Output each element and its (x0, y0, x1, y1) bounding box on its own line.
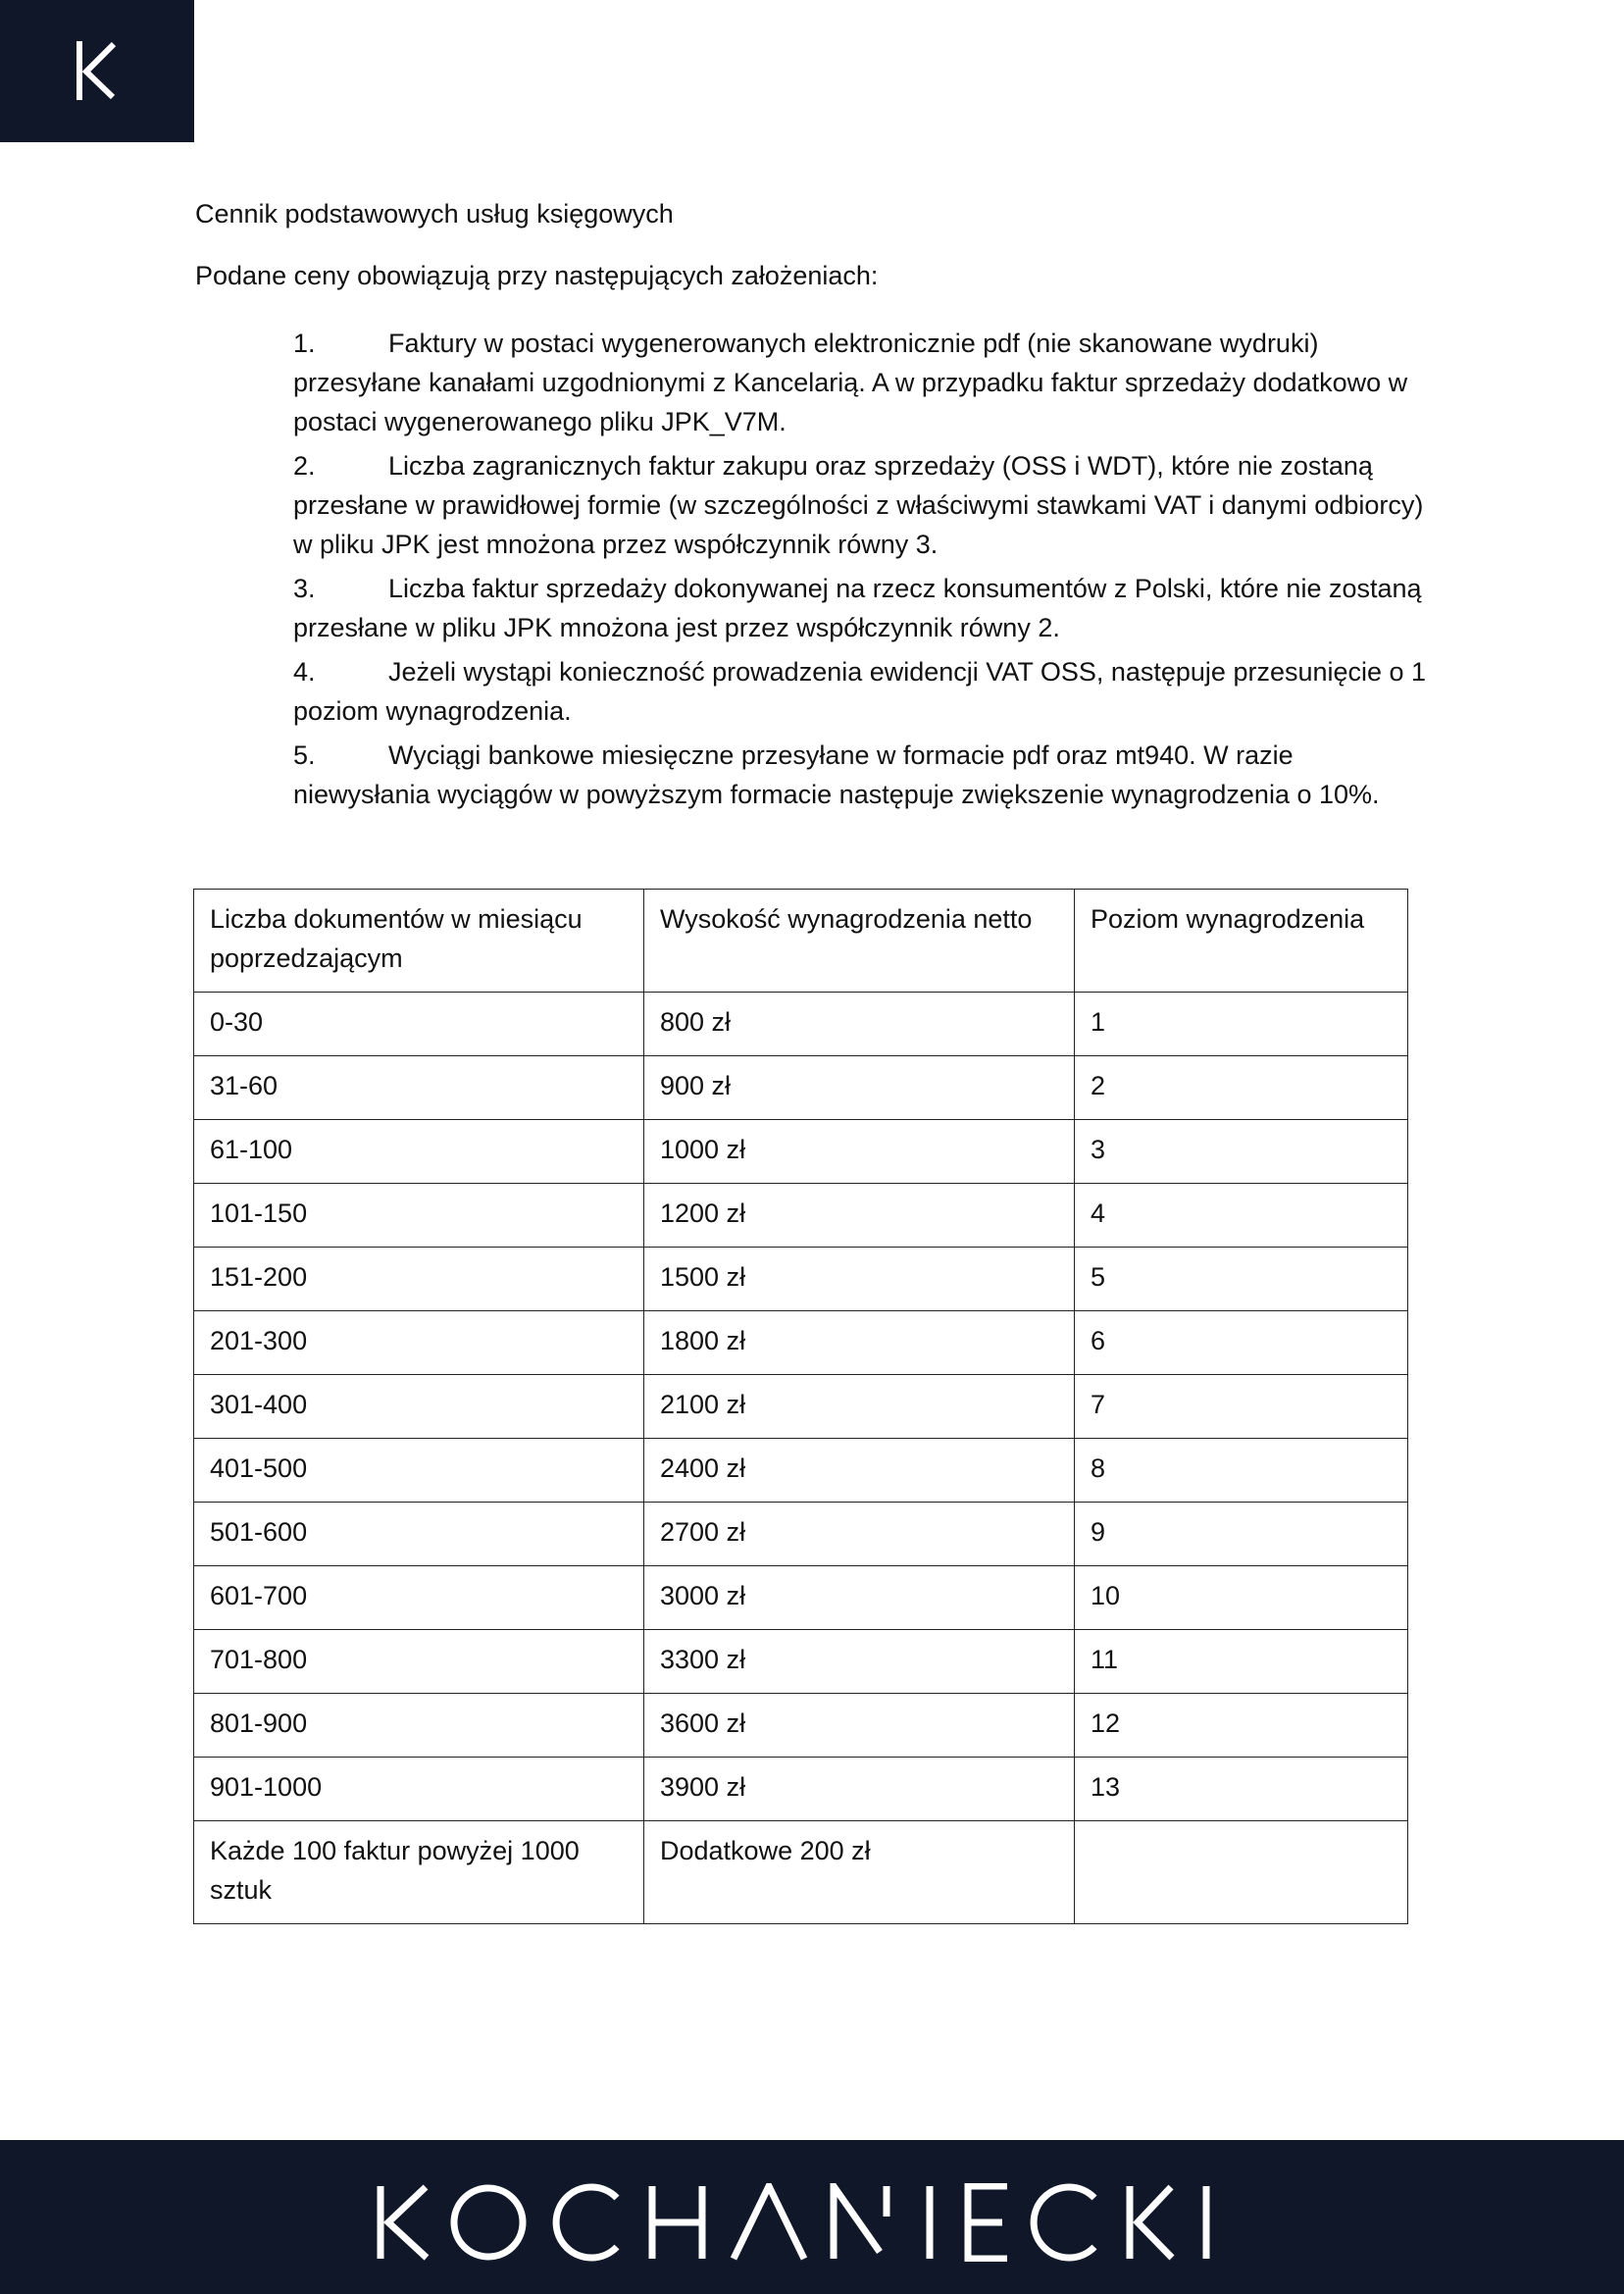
condition-number: 3. (293, 574, 316, 603)
intro-text: Podane ceny obowiązują przy następujących założeniach: (195, 261, 879, 290)
table-cell: 3600 zł (644, 1694, 1075, 1758)
table-cell: 3 (1075, 1120, 1408, 1184)
table-cell: 8 (1075, 1439, 1408, 1503)
condition-number: 4. (293, 657, 316, 687)
conditions-list (293, 324, 1431, 819)
table-cell: 5 (1075, 1248, 1408, 1311)
table-cell: 11 (1075, 1630, 1408, 1694)
footer-brand-name (0, 2140, 1, 2141)
table-row (194, 1821, 1408, 1924)
table-cell: 801-900 (194, 1694, 644, 1758)
table-row (194, 1184, 1408, 1248)
table-cell: 301-400 (194, 1375, 644, 1439)
table-header-cell: Liczba dokumentów w miesiącu poprzedzającym (194, 890, 644, 993)
table-row (194, 1566, 1408, 1630)
condition-item (293, 324, 1431, 441)
table-cell: 101-150 (194, 1184, 644, 1248)
table-cell: Każde 100 faktur powyżej 1000 sztuk (194, 1821, 644, 1924)
condition-item (293, 652, 1431, 731)
header-logo-box (0, 0, 194, 142)
table-row (194, 1694, 1408, 1758)
table-cell: 13 (1075, 1758, 1408, 1821)
document-title: Cennik podstawowych usług księgowych (195, 199, 674, 229)
condition-item (293, 736, 1431, 814)
table-cell: 12 (1075, 1694, 1408, 1758)
table-cell: 2700 zł (644, 1503, 1075, 1566)
condition-text: Liczba faktur sprzedaży dokonywanej na rzecz konsumentów z Polski, które nie zostaną przesłane w pliku JPK mnożona jest przez współczynnik równy 2. (293, 574, 1422, 642)
table-cell: 2400 zł (644, 1439, 1075, 1503)
table-cell: 1000 zł (644, 1120, 1075, 1184)
table-cell: 701-800 (194, 1630, 644, 1694)
table-cell: 501-600 (194, 1503, 644, 1566)
table-cell: 1200 zł (644, 1184, 1075, 1248)
condition-number: 2. (293, 451, 316, 481)
table-cell: 3000 zł (644, 1566, 1075, 1630)
table-row (194, 1375, 1408, 1439)
table-row (194, 1758, 1408, 1821)
table-row (194, 993, 1408, 1056)
table-cell: 2 (1075, 1056, 1408, 1120)
table-cell: 0-30 (194, 993, 644, 1056)
table-cell: 3900 zł (644, 1758, 1075, 1821)
table-cell: 7 (1075, 1375, 1408, 1439)
table-cell: 151-200 (194, 1248, 644, 1311)
table-row (194, 1120, 1408, 1184)
table-row (194, 1248, 1408, 1311)
table-cell: 2100 zł (644, 1375, 1075, 1439)
table-cell: 9 (1075, 1503, 1408, 1566)
condition-item (293, 569, 1431, 647)
condition-item (293, 446, 1431, 564)
table-cell: 1 (1075, 993, 1408, 1056)
table-cell: 1500 zł (644, 1248, 1075, 1311)
condition-text: Jeżeli wystąpi konieczność prowadzenia ewidencji VAT OSS, następuje przesunięcie o 1 poziom wynagrodzenia. (293, 657, 1427, 726)
table-cell: 401-500 (194, 1439, 644, 1503)
kochaniecki-wordmark-logo (375, 2183, 1214, 2262)
condition-text: Wyciągi bankowe miesięczne przesyłane w formacie pdf oraz mt940. W razie niewysłania wyciągów w powyższym formacie następuje zwiększenie wynagrodzenia o 10%. (293, 740, 1380, 809)
condition-text: Faktury w postaci wygenerowanych elektronicznie pdf (nie skanowane wydruki) przesyłane kanałami uzgodnionymi z Kancelarią. A w przypadku faktur sprzedaży dodatkowo w postaci wygenerowanego pliku JPK_V7M. (293, 329, 1408, 436)
table-cell: 10 (1075, 1566, 1408, 1630)
table-cell: 601-700 (194, 1566, 644, 1630)
k-monogram-logo-icon (76, 41, 120, 100)
footer-band (0, 2140, 1624, 2294)
table-cell: 1800 zł (644, 1311, 1075, 1375)
table-header-cell: Poziom wynagrodzenia (1075, 890, 1408, 993)
table-cell: 900 zł (644, 1056, 1075, 1120)
table-row (194, 1056, 1408, 1120)
table-cell: 4 (1075, 1184, 1408, 1248)
table-cell: 800 zł (644, 993, 1075, 1056)
condition-text: Liczba zagranicznych faktur zakupu oraz sprzedaży (OSS i WDT), które nie zostaną przesłane w prawidłowej formie (w szczególności z właściwymi stawkami VAT i danymi odbiorcy) w pliku JPK jest mnożona przez współczynnik równy 3. (293, 451, 1424, 559)
table-header-row (194, 890, 1408, 993)
price-table (193, 889, 1408, 1924)
table-cell: 901-1000 (194, 1758, 644, 1821)
table-cell: 61-100 (194, 1120, 644, 1184)
table-header-cell: Wysokość wynagrodzenia netto (644, 890, 1075, 993)
table-cell: 31-60 (194, 1056, 644, 1120)
table-row (194, 1439, 1408, 1503)
condition-number: 1. (293, 329, 316, 358)
table-cell: 6 (1075, 1311, 1408, 1375)
table-row (194, 1311, 1408, 1375)
table-cell: 3300 zł (644, 1630, 1075, 1694)
table-row (194, 1630, 1408, 1694)
table-cell: Dodatkowe 200 zł (644, 1821, 1075, 1924)
condition-number: 5. (293, 740, 316, 770)
table-cell (1075, 1821, 1408, 1924)
table-cell: 201-300 (194, 1311, 644, 1375)
table-row (194, 1503, 1408, 1566)
